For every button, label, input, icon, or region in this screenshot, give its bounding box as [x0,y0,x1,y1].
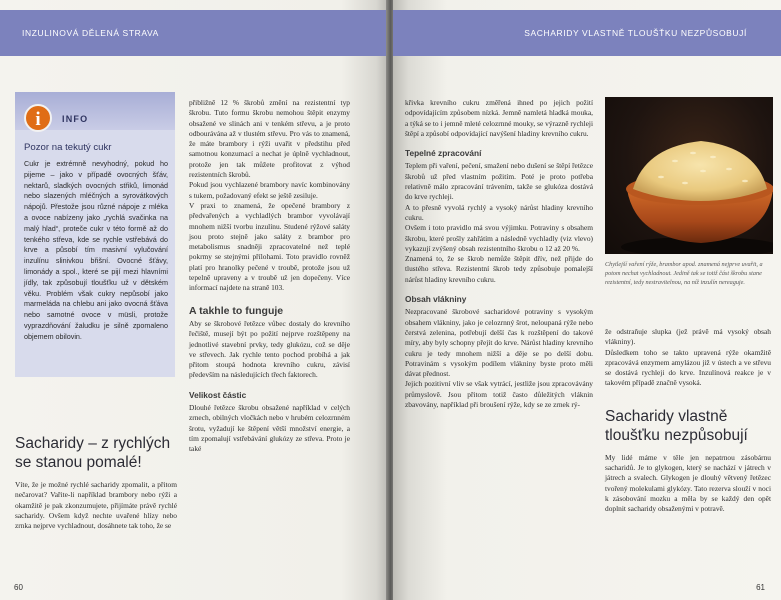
info-icon: i [24,104,52,132]
page-number-left: 60 [14,583,23,592]
paragraph: Ovšem i toto pravidlo má svou výjimku. Potraviny s obsahem škrobu, které prošly zahřátím a následně vychladly (viz vlevo) vykazují zvýšený obsah rezistentního škrobu o 12 až 20 %. [405,223,593,253]
rice-bowl-illustration [605,97,773,254]
paragraph: Nezpracované škrobové sacharidové potraviny s vysokým obsahem vlákniny, jako je celozrnný šrot, neloupaná rýže nebo čerstvá zelenina, potřebují delší čas k rozštěpení do takové míry, aby byly schopny přejít do krve. Nárůst hladiny krevního cukru je tedy mnohem nižší a děje se po delší dobu. Potravinám s vysokým podílem vlákniny byste proto měli dávat přednost. [405,307,593,379]
paragraph: Víte, že je možné rychlé sacharidy zpomalit, a přitom nečarovat? Vařite-li například brambory nebo rýži a okamžitě je pak zkonzumujete, přijímáte právě rychlé sacharidy. Ovšem když nechte uvařené hlízy nebo zrnka nejprve vychladnout, dosáhnete tak toho, že se [15,480,177,531]
subheading: A takhle to funguje [189,304,284,317]
section-heading-right: Sacharidy vlastně tloušťku nezpůsobují [605,407,748,444]
subheading: Tepelné zpracování [405,148,482,159]
left-page [0,0,388,600]
running-header-left: INZULINOVÁ DĚLENÁ STRAVA [22,28,159,38]
info-label: INFO [62,114,89,124]
subheading: Obsah vlákniny [405,294,467,305]
photo-caption: Chytlejší vaření rýže, brambor apod. znamená nejprve uvařit, a potom nechat vychladnout. Jedině tak se totiž část škrobu stane rezistentní, tedy nestravitelnou, na níž inzulín nereaguje. [605,261,763,287]
paragraph: Pokud jsou vychlazené brambory navíc kombinovány s tukem, požadovaný efekt se ještě zesiluje. [189,180,350,200]
info-body: Cukr je extrémně nevyhodný, pokud ho pijeme – jako v případě ovocných šťáv, nektarů, sladkých ovocných střiků, limonád nebo slazených mléčných a syrovátkových nápojů. Přestože jsou různé nápoje z mléka a ovoce nabízeny jako „rychlá svačinka na malý hlad“, proteče cukr v této formě až do tenkého střeva, kde se rychle vstřebává do krve a působí tím masivní vylučování inzulínu slinivkou břišní. Ovocné šťávy, limonády a spol., které se pijí mezi hlavními jídly, tak způsobují tloušťku už v dětském věku. Problém však cukry nepůsobí jako marmeláda na chlebu ani jako ovocná šťáva nebo samotné ovoce v müsli, protože vyprazdňování žaludku je silně zpomaleno objemem obilovin. [24,159,168,341]
paragraph: My lidé máme v těle jen nepatrnou zásobárnu sacharidů. Je to glykogen, který se nachází v játrech v játrech a svalech. Glykogen je dlouhý větvený řetězec tvořený molekulami glykózy. Tato rezerva slouží v noci k zásobování mozku a měla by se každý den opět doplnit sacharidy obsaženými v potravě. [605,452,771,514]
right-column-1 [405,98,593,410]
info-box [15,92,175,377]
paragraph: přibližně 12 % škrobů změní na rezistentní typ škrobu. Tuto formu škrobu nemohou štěpit enzymy obsažené ve slinách ani v tenkém střevu, a je proto odbourávána až v tlustém střevu. Pro vás to znamená, že máte brambory i rýži uvařit v předstihu před samotnou konzumací a nechat je úplně vychladnout, protože jen tak můžete profitovat z výhod rezistentních škrobů. [189,98,350,180]
paragraph: Dlouhé řetězce škrobu obsažené například v celých zrnech, obilných vločkách nebo v hrubém celozrnném šrotu, vyžadují ke štěpení větší množství energie, a tím zpomalují vstřebávání glukózy ze střeva. Proto je také [189,403,350,454]
running-header-right: SACHARIDY VLASTNĚ TLOUŠŤKU NEZPŮSOBUJÍ [524,28,747,38]
paragraph: Jejich pozitivní vliv se však vytrácí, jestliže jsou zpracovávány průmyslově. Jsou přitom totiž často důležitých vláknin zbavovány, například při broušení rýže, kdy se ze zrnek rý- [405,379,593,410]
paragraph: že odstraňuje slupka (jež právě má vysoký obsah vlákniny). [605,327,771,347]
paragraph: křivka krevního cukru změřená ihned po jejich požití odpovídajícím způsobem nízká. Jemně namletá hladká mouka, a týká se to i jemně mleté celozrnné mouky, se výrazně rychleji štěpí a způsobí odpovídající navýšení hladiny krevního cukru. [405,98,593,138]
subheading: Velikost částic [189,389,247,400]
paragraph: Důsledkem toho se takto upravená rýže okamžitě zpracovává enzymem amylázou již v ústech a ve střevu se dostává rychleji do krve. Inzulínová reakce je v takovém případě značně vysoká. [605,347,771,388]
page-number-right: 61 [756,583,765,592]
right-column-2 [605,327,771,515]
right-page [393,0,781,600]
paragraph: A to přesně vyvolá rychlý a vysoký nárůst hladiny krevního cukru. [405,202,593,222]
left-heading-section [15,434,177,531]
paragraph: Znamená to, že se škrob nemůže štěpit dřív, než přijde do tlustého střeva. Rezistentní škrob tedy způsobuje pomalejší nárůst hladiny krevního cukru. [405,254,593,284]
info-title: Pozor na tekutý cukr [24,142,112,153]
paragraph: Teplem při vaření, pečení, smažení nebo dušení se štěpí řetězce škrobů už před vlastním požitím. Poté je proto potřeba relativně málo zpracování trávením, takže se glukóza dostává do krve rychleji. [405,161,593,202]
left-column-2 [189,98,350,455]
section-heading-left: Sacharidy – z rychlých se stanou pomalé! [15,435,171,471]
paragraph: V praxi to znamená, že opečené brambory z předvařených a vychladlých brambor vyvolávají mnohem nižší tvorbu inzulínu. Studené rýžové saláty jsou proto stejně jako saláty z brambor pro metabolismus snadněji zpracovatelné než teplé pokrmy se stejnými přílohami. Toto pravidlo rovněž platí pro hranolky pečené v troubě, protože jsou už tepelně upraveny a v troubě už jen dopečeny. Více informací najdete na straně 103. [189,200,350,293]
rice-bowl-photo [605,97,773,254]
paragraph: Aby se škrobové řetězce vůbec dostaly do krevního řečiště, musejí být po požití nejprve rozštěpeny na jednotlivé stavební prvky, tedy glukózu, což se děje ve střevech. Jak rychle tento pochod probíhá a jak přitom stoupá hodnota krevního cukru, závisí především na následujících třech faktorech. [189,318,350,380]
